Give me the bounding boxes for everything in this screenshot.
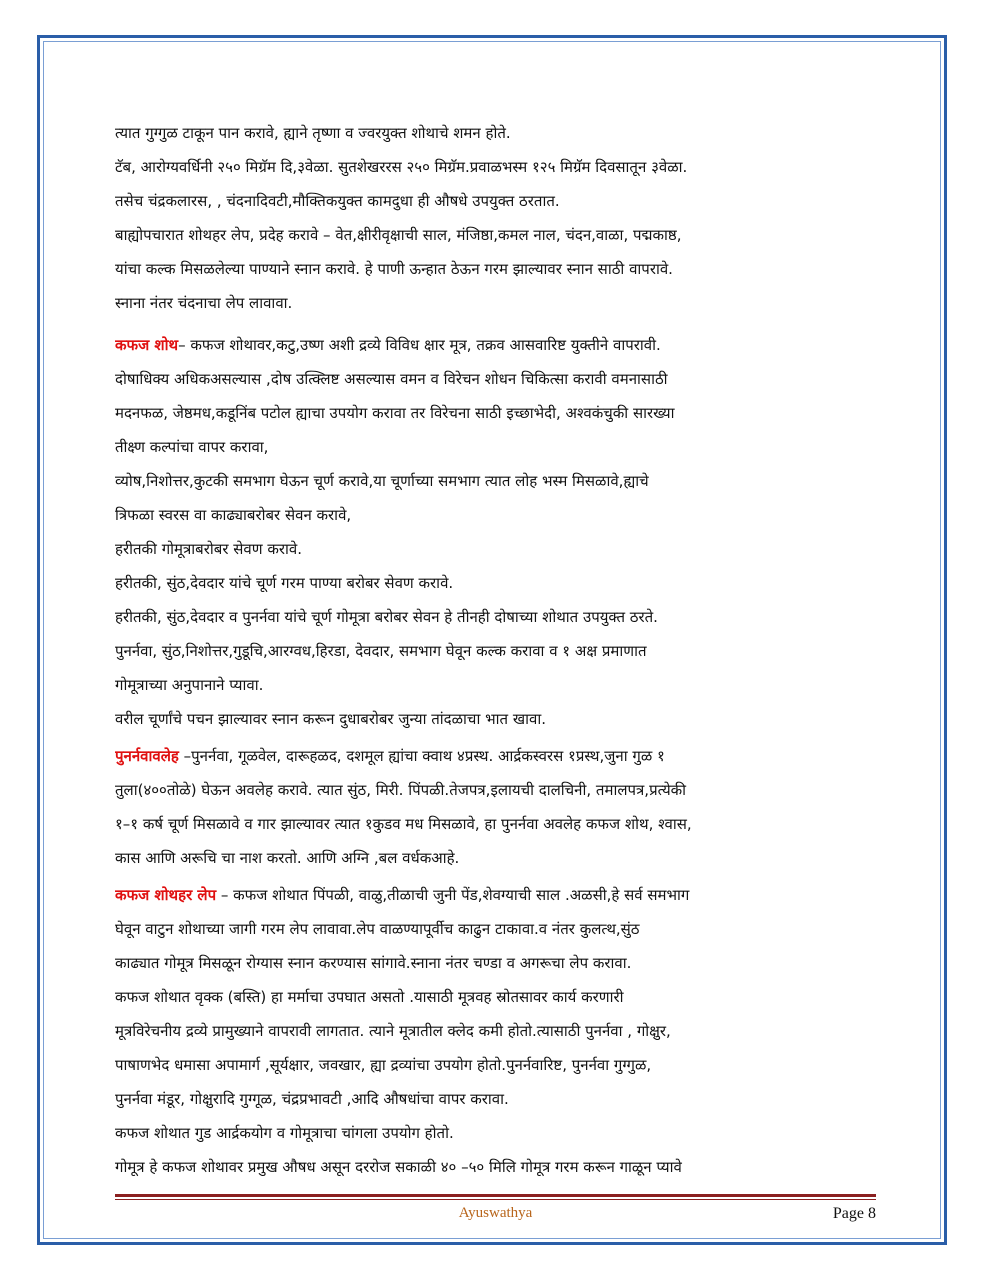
line-text: तीक्ष्ण कल्पांचा वापर करावा, bbox=[115, 438, 269, 456]
line-text: त्रिफळा स्वरस वा काढ्याबरोबर सेवन करावे, bbox=[115, 506, 352, 524]
line-text: हरीतकी गोमूत्राबरोबर सेवण करावे. bbox=[115, 540, 302, 558]
line-text: तसेच चंद्रकलारस, , चंदनादिवटी,मौक्तिकयुक्त कामदुधा ही औषधे उपयुक्त ठरतात. bbox=[115, 192, 560, 210]
line-text: हरीतकी, सुंठ,देवदार व पुनर्नवा यांचे चूर्ण गोमूत्रा बरोबर सेवन हे तीनही दोषाच्या शोथात उपयुक्त ठरते. bbox=[115, 608, 658, 626]
text-line bbox=[115, 396, 875, 430]
text-line bbox=[115, 566, 875, 600]
section-heading: पुनर्नवावलेह bbox=[115, 747, 179, 765]
page-number: Page 8 bbox=[832, 1205, 876, 1222]
text-line bbox=[115, 184, 875, 218]
text-line bbox=[115, 532, 875, 566]
line-text: – कफज शोथावर,कटु,उष्ण अशी द्रव्ये विविध क्षार मूत्र, तक्रव आसवारिष्ट युक्तीने वापरावी. bbox=[178, 336, 661, 354]
line-text: गोमूत्राच्या अनुपानाने प्यावा. bbox=[115, 676, 264, 694]
line-text: कफज शोथात वृक्क (बस्ति) हा मर्माचा उपघात असतो .यासाठी मूत्रवह स्रोतसावर कार्य करणारी bbox=[115, 988, 624, 1006]
text-line bbox=[115, 912, 875, 946]
text-line bbox=[115, 286, 875, 320]
line-text: – कफज शोथात पिंपळी, वाळु,तीळाची जुनी पेंड,शेवग्याची साल .अळसी,हे सर्व समभाग bbox=[216, 886, 690, 904]
text-line bbox=[115, 362, 875, 396]
line-text: १–१ कर्ष चूर्ण मिसळावे व गार झाल्यावर त्यात १कुडव मध मिसळावे, हा पुनर्नवा अवलेह कफज शोथ, श्वास, bbox=[115, 815, 692, 833]
text-line bbox=[115, 773, 875, 807]
line-text: मूत्रविरेचनीय द्रव्ये प्रामुख्याने वापरावी लागतात. त्याने मूत्रातील क्लेद कमी होतो.त्यासाठी पुनर्नवा , गोक्षुर, bbox=[115, 1022, 671, 1040]
text-line bbox=[115, 1082, 875, 1116]
text-line bbox=[115, 841, 875, 875]
line-text: –पुनर्नवा, गूळवेल, दारूहळद, दशमूल ह्यांचा क्वाथ ४प्रस्थ. आर्द्रकस्वरस १प्रस्थ,जुना गुळ १ bbox=[178, 747, 665, 765]
text-line bbox=[115, 1116, 875, 1150]
text-line bbox=[115, 1150, 875, 1184]
line-text: बाह्योपचारात शोथहर लेप, प्रदेह करावे – वेत,क्षीरीवृक्षाची साल, मंजिष्ठा,कमल नाल, चंदन,वाळा, पद्मकाष्ठ, bbox=[115, 226, 682, 244]
text-line bbox=[115, 430, 875, 464]
text-line bbox=[115, 600, 875, 634]
line-text: पाषाणभेद धमासा अपामार्ग ,सूर्यक्षार, जवखार, ह्या द्रव्यांचा उपयोग होतो.पुनर्नवारिष्ट, पुनर्नवा गुग्गुळ, bbox=[115, 1056, 652, 1074]
text-line bbox=[115, 464, 875, 498]
text-line bbox=[115, 807, 875, 841]
paragraph-gap bbox=[115, 320, 875, 328]
text-line bbox=[115, 634, 875, 668]
line-text: त्यात गुग्गुळ टाकून पान करावे, ह्याने तृष्णा व ज्वरयुक्त शोथाचे शमन होते. bbox=[115, 124, 511, 142]
text-line bbox=[115, 1014, 875, 1048]
footer-divider bbox=[115, 1194, 876, 1197]
line-text: टॅब, आरोग्यवर्धिनी २५० मिग्रॅम दि,३वेळा. सुतशेखररस २५० मिग्रॅम.प्रवाळभस्म १२५ मिग्रॅम दिवसातून ३वेळा. bbox=[115, 158, 688, 176]
text-line bbox=[115, 150, 875, 184]
line-text: कफज शोथात गुड आर्द्रकयोग व गोमूत्राचा चांगला उपयोग होतो. bbox=[115, 1124, 454, 1142]
text-line bbox=[115, 218, 875, 252]
footer-title: Ayuswathya bbox=[458, 1205, 533, 1221]
line-text: घेवून वाटुन शोथाच्या जागी गरम लेप लावावा.लेप वाळण्यापूर्वीच काढुन टाकावा.व नंतर कुलत्थ,सुंठ bbox=[115, 920, 640, 938]
section-heading: कफज शोथहर लेप bbox=[115, 886, 217, 904]
line-text: वरील चूर्णांचे पचन झाल्यावर स्नान करून दुधाबरोबर जुन्या तांदळाचा भात खावा. bbox=[115, 710, 546, 728]
line-text: पुनर्नवा, सुंठ,निशोत्तर,गुडूचि,आरग्वध,हिरडा, देवदार, समभाग घेवून कल्क करावा व १ अक्ष प्रमाणात bbox=[115, 642, 647, 660]
paragraph bbox=[115, 878, 875, 1184]
text-line bbox=[115, 328, 875, 362]
line-text: दोषाधिक्य अधिकअसल्यास ,दोष उत्क्लिष्ट असल्यास वमन व विरेचन शोधन चिकित्सा करावी वमनासाठी bbox=[115, 370, 668, 388]
text-line bbox=[115, 878, 875, 912]
text-line bbox=[115, 668, 875, 702]
line-text: तुला(४००तोळे) घेऊन अवलेह करावे. त्यात सुंठ, मिरी. पिंपळी.तेजपत्र,इलायची दालचिनी, तमालपत्र,प्रत्येकी bbox=[115, 781, 687, 799]
line-text: कास आणि अरूचि चा नाश करतो. आणि अग्नि ,बल वर्धकआहे. bbox=[115, 849, 460, 867]
footer-divider-thin bbox=[115, 1199, 876, 1200]
line-text: पुनर्नवा मंडूर, गोक्षुरादि गुग्गूळ, चंद्रप्रभावटी ,आदि औषधांचा वापर करावा. bbox=[115, 1090, 509, 1108]
text-line bbox=[115, 980, 875, 1014]
section-heading: कफज शोथ bbox=[115, 336, 179, 354]
text-line bbox=[115, 702, 875, 736]
text-line bbox=[115, 116, 875, 150]
paragraph bbox=[115, 328, 875, 736]
line-text: मदनफळ, जेष्ठमध,कडूनिंब पटोल ह्याचा उपयोग करावा तर विरेचना साठी इच्छाभेदी, अश्वकंचुकी सारख्या bbox=[115, 404, 675, 422]
line-text: गोमूत्र हे कफज शोथावर प्रमुख औषध असून दररोज सकाळी ४० –५० मिलि गोमूत्र गरम करून गाळून प्यावे bbox=[115, 1158, 682, 1176]
paragraph bbox=[115, 116, 875, 320]
line-text: हरीतकी, सुंठ,देवदार यांचे चूर्ण गरम पाण्या बरोबर सेवण करावे. bbox=[115, 574, 454, 592]
line-text: काढ्यात गोमूत्र मिसळून रोग्यास स्नान करण्यास सांगावे.स्नाना नंतर चण्डा व अगरूचा लेप करावा. bbox=[115, 954, 632, 972]
line-text: स्नाना नंतर चंदनाचा लेप लावावा. bbox=[115, 294, 293, 312]
text-line bbox=[115, 252, 875, 286]
paragraph bbox=[115, 739, 875, 875]
document-body bbox=[115, 116, 875, 1184]
text-line bbox=[115, 1048, 875, 1082]
text-line bbox=[115, 739, 875, 773]
text-line bbox=[115, 498, 875, 532]
text-line bbox=[115, 946, 875, 980]
line-text: यांचा कल्क मिसळलेल्या पाण्याने स्नान करावे. हे पाणी ऊन्हात ठेऊन गरम झाल्यावर स्नान साठी वापरावे. bbox=[115, 260, 673, 278]
line-text: व्योष,निशोत्तर,कुटकी समभाग घेऊन चूर्ण करावे,या चूर्णाच्या समभाग त्यात लोह भस्म मिसळावे,ह्याचे bbox=[115, 472, 649, 490]
